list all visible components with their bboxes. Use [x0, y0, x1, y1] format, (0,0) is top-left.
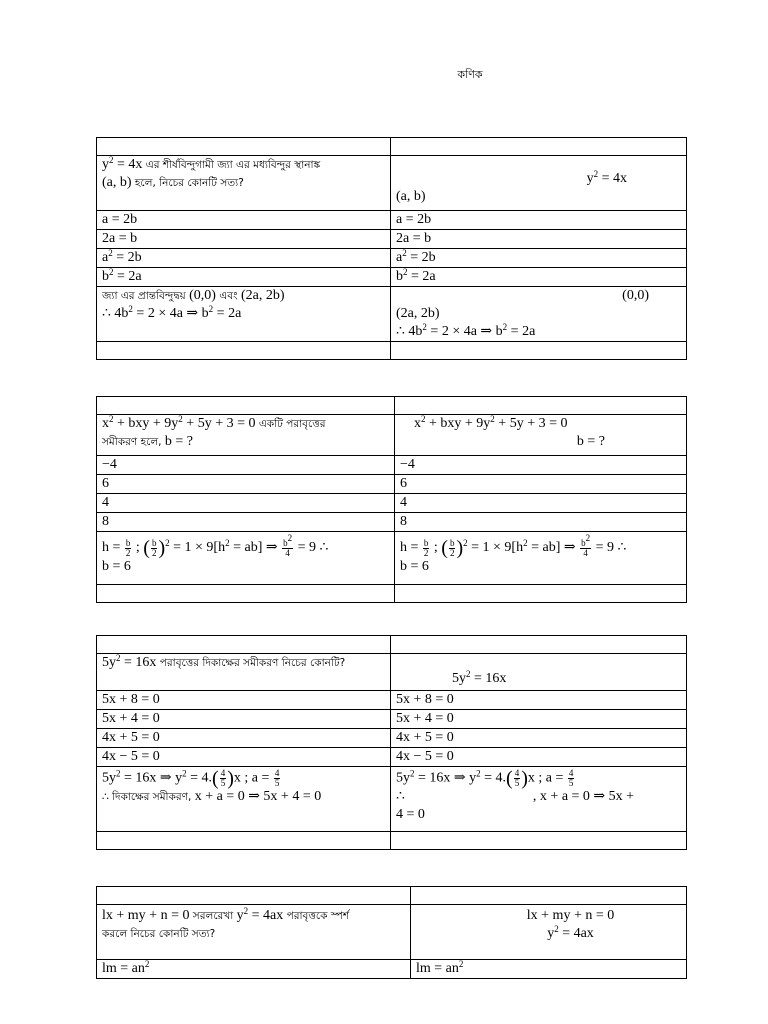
footer-cell-right	[391, 342, 687, 360]
header-cell-right	[391, 636, 687, 654]
question-stem: $x^2$ + bxy + $9y^2 + 5y + 3 = 0$ একটি পরাবৃত্তের সমীকরণ হলে, b = ?	[97, 415, 395, 456]
option-c-right: 4	[395, 494, 687, 513]
header-cell-left	[97, 397, 395, 415]
eq-text: = 4x	[598, 171, 627, 186]
solution-cell-right: $5y^2 = 16x$ ⇒ $y^2 = 4$.( $\frac{4}{5}$ )x ; a = $\frac{4}{5}$ ∴ , x + a = 0 ⇒ 5x + 4 = 0	[391, 767, 687, 832]
footer-cell-left	[97, 585, 395, 603]
option-a-right: lm = $an^2$	[411, 960, 687, 979]
question-stem-right: $5y^2 = 16x$	[391, 654, 687, 691]
option-d-right: 8	[395, 513, 687, 532]
question-stem: $y^2 = 4x$ এর শীর্ষবিন্দুগামী জ্যা এর মধ্যবিন্দুর স্থানাঙ্ক (a, b) হলে, নিচের কোনটি সত্য?	[97, 156, 391, 211]
solution-cell-right: h = $\frac{b}{2}$ ; ( $\frac{b}{2}$ )$^2 = 1 \times 9[h^2 = ab]$ ⇒ $\frac{b^2}{4}$ = 9 ∴ b = 6	[395, 532, 687, 585]
question-stem-right: lx + my + n = 0 $y^2 = 4ax$	[411, 905, 687, 960]
header-cell-right	[391, 138, 687, 156]
eq-text: (a, b)	[396, 189, 426, 204]
page-title: কণিক	[457, 68, 483, 81]
option-d: 4x − 5 = 0	[97, 748, 391, 767]
question-stem-right: $x^2$ + bxy + $9y^2 + 5y + 3 = 0$ b = ?	[395, 415, 687, 456]
solution-cell-right: (0,0) (2a, 2b) ∴ $4b^2 = 2 \times 4a$ ⇒ $b^2 = 2a$	[391, 287, 687, 342]
option-a-right: a = 2b	[391, 211, 687, 230]
question-table-1	[96, 137, 687, 360]
question-stem: $5y^2 = 16x$ পরাবৃত্তের দিকাক্ষের সমীকরণ নিচের কোনটি?	[97, 654, 391, 691]
eq-text: = 4x	[113, 157, 143, 172]
option-d-right: $b^2 = 2a$	[391, 268, 687, 287]
option-d: 8	[97, 513, 395, 532]
option-c: 4x + 5 = 0	[97, 729, 391, 748]
solution-cell: জ্যা এর প্রান্তবিন্দুদ্বয় (0,0) এবং (2a, 2b) ∴ $4b^2 = 2 \times 4a$ ⇒ $b^2 = 2a$	[97, 287, 391, 342]
header-cell-left	[97, 138, 391, 156]
option-a: 5x + 8 = 0	[97, 691, 391, 710]
eq-text: y	[102, 157, 109, 172]
option-b: 5x + 4 = 0	[97, 710, 391, 729]
option-b: 2a = b	[97, 230, 391, 249]
option-a-right: −4	[395, 456, 687, 475]
stem-text-bn: হলে, নিচের কোনটি সত্য?	[131, 177, 244, 189]
footer-cell-right	[391, 832, 687, 850]
option-c-right: $a^2 = 2b$	[391, 249, 687, 268]
option-a: lm = $an^2$	[97, 960, 411, 979]
question-table-4	[96, 886, 687, 979]
header-cell-left	[97, 636, 391, 654]
option-b-right: 6	[395, 475, 687, 494]
option-c-right: 4x + 5 = 0	[391, 729, 687, 748]
option-b-right: 5x + 4 = 0	[391, 710, 687, 729]
header-cell-right	[395, 397, 687, 415]
solution-cell: h = $\frac{b}{2}$ ; ( $\frac{b}{2}$ )$^2 = 1 \times 9[h^2 = ab]$ ⇒ $\frac{b^2}{4}$ = 9 ∴ b = 6	[97, 532, 395, 585]
question-stem: lx + my + n = 0 সরলরেখা $y^2 = 4ax$ পরাবৃত্তকে স্পর্শ করলে নিচের কোনটি সত্য?	[97, 905, 411, 960]
option-b: 6	[97, 475, 395, 494]
question-table-3	[96, 635, 687, 850]
option-d-right: 4x − 5 = 0	[391, 748, 687, 767]
footer-cell-left	[97, 832, 391, 850]
option-a: −4	[97, 456, 395, 475]
header-cell-right	[411, 887, 687, 905]
option-c: $a^2 = 2b$	[97, 249, 391, 268]
header-cell-left	[97, 887, 411, 905]
option-a-right: 5x + 8 = 0	[391, 691, 687, 710]
stem-text-bn: এর শীর্ষবিন্দুগামী জ্যা এর মধ্যবিন্দুর স্থানাঙ্ক	[142, 159, 321, 171]
option-a: a = 2b	[97, 211, 391, 230]
option-b-right: 2a = b	[391, 230, 687, 249]
option-d: $b^2 = 2a$	[97, 268, 391, 287]
footer-cell-right	[395, 585, 687, 603]
question-stem-right: $y^2 = 4x$ (a, b)	[391, 156, 687, 211]
eq-text: (a, b)	[102, 175, 132, 190]
solution-cell: $5y^2 = 16x$ ⇒ $y^2 = 4$.( $\frac{4}{5}$ )x ; a = $\frac{4}{5}$ ∴ দিকাক্ষের সমীকরণ, x + a = 0 ⇒ 5x + 4 = 0	[97, 767, 391, 832]
eq-text: y	[586, 171, 594, 186]
option-c: 4	[97, 494, 395, 513]
footer-cell-left	[97, 342, 391, 360]
question-table-2	[96, 396, 687, 603]
